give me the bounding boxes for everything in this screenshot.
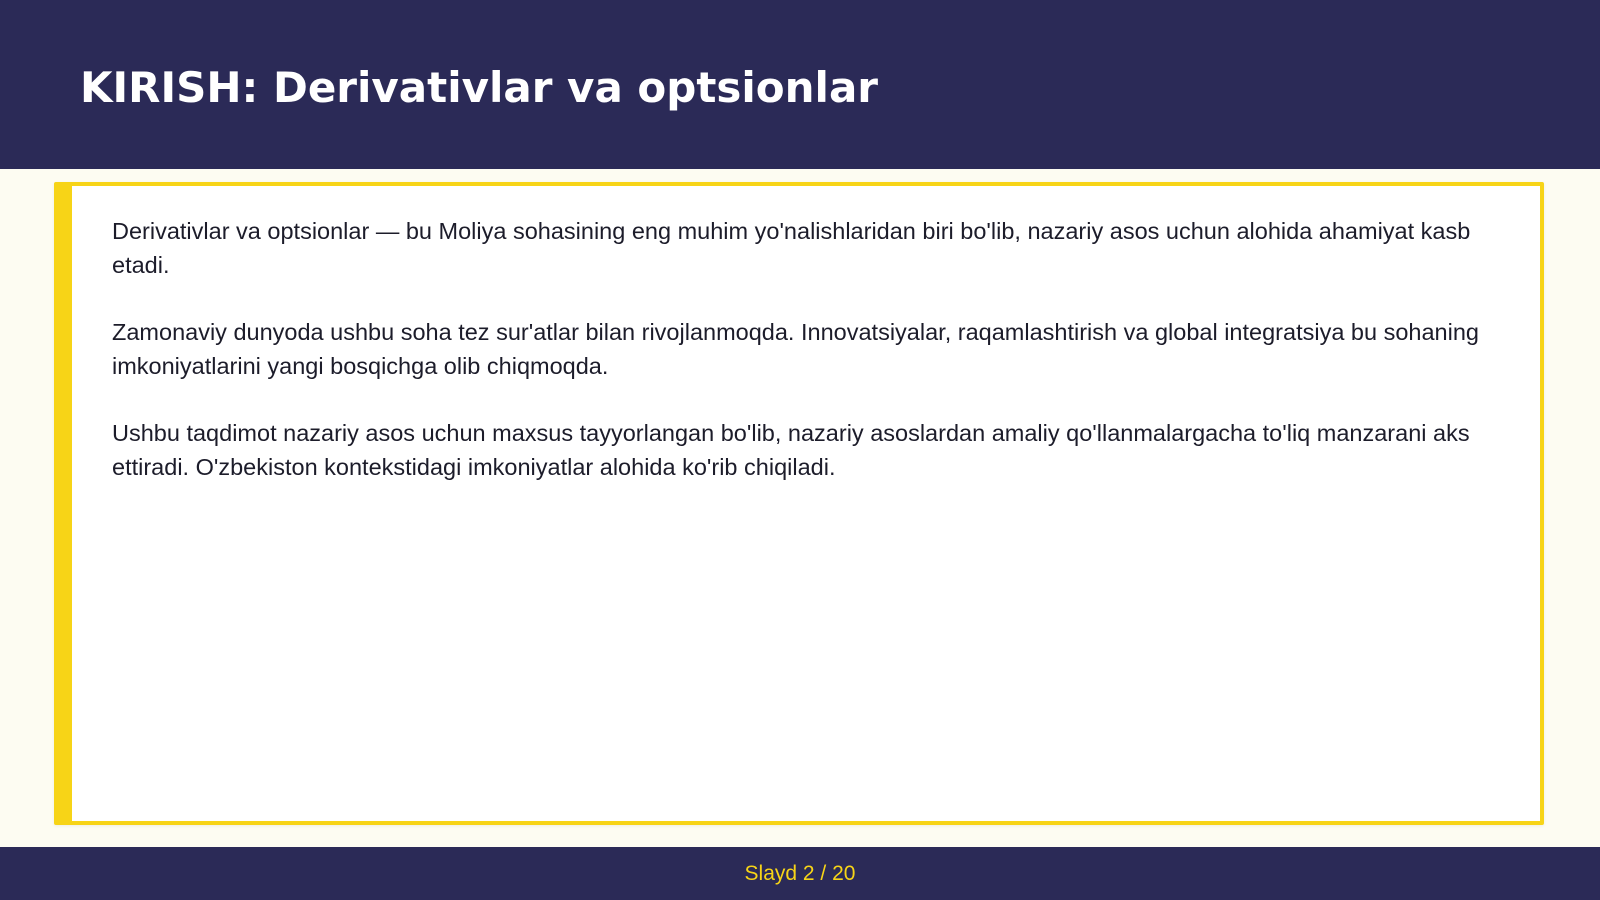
slide-body <box>112 214 1502 517</box>
slide-footer <box>0 847 1600 900</box>
paragraph-presentation-scope: Ushbu taqdimot nazariy asos uchun maxsus tayyorlangan bo'lib, nazariy asoslardan amaliy qo'llanmalargacha to'liq manzarani aks ettiradi. O'zbekiston kontekstidagi imkoniyatlar alohida ko'rib chiqiladi. <box>112 420 1470 480</box>
slide-counter: Slayd 2 / 20 <box>744 862 856 885</box>
slide-title: KIRISH: Derivativlar va optsionlar <box>80 63 878 112</box>
paragraph-intro: Derivativlar va optsionlar — bu Moliya sohasining eng muhim yo'nalishlaridan biri bo'lib, nazariy asos uchun alohida ahamiyat kasb etadi. <box>112 218 1471 278</box>
paragraph-modern-world: Zamonaviy dunyoda ushbu soha tez sur'atlar bilan rivojlanmoqda. Innovatsiyalar, raqamlashtirish va global integratsiya bu sohaning imkoniyatlarini yangi bosqichga olib chiqmoqda. <box>112 319 1479 379</box>
slide-header <box>0 0 1600 169</box>
content-card <box>54 182 1544 825</box>
